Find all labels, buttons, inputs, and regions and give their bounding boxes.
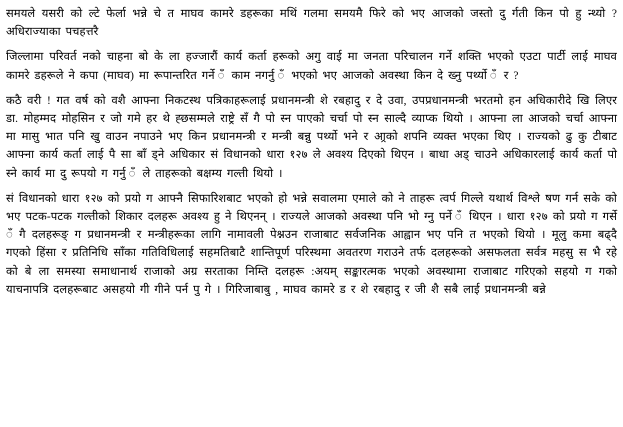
paragraph-4: सं विधानको धारा १२७ को प्रयो ग आफ्नै सिफारिशबाट भएको हो भन्ने सवालमा एमाले को ने ताहरू त्वर्प गिल्ले यथार्थ विश्ले षण गर्न सके को भए पटक-पटक गल्तीको शिकार दलहरू अवश्य हु ने थिएनन् । राज्यले आजको अवस्था पनि भो ग्नु पर्ने ँ थिएन । धारा १२७ को प्रयो ग गर्से ँ गै दलहरूङ् ग प्रधानमन्त्री र मन्त्रीहरूका लागि नामावली पेश्नउन राजाबाट सर्वजनिक आह्वान भए पनि त भएको थियो । मूलु कमा बढ्दै गएको हिंसा र प्रतिनिधि साँका गतिविधिलाई सहमतिबाटै शान्तिपूर्ण परिस्थमा अवतरण गराउने तर्फ दलहरूको असफलता सर्वत्र महसु स भै रहे को बे ला समस्या समाधानार्थ राजाको अग्र सरताका निम्ति दलहरू :अयम् सङ्कारत्मक भएको अवस्थामा राजाबाट गरिएको सहयो ग गको याचनापत्रि दलहरूबाट असहयो गी गीने पर्न पु गे । गिरिजाबाबु , माघव कामरे ड र शे रबहादु र जी शै सबै लाई प्रधानमन्त्री बन्ने [6,192,617,296]
paragraph-3: कठै वरी ! गत वर्ष को वशै आफ्ना निकटस्थ पत्रिकाहरूलाई प्रधानमन्त्री शे रबहादु र दे उवा, उपप्रधानमन्त्री भरतमो हन अधिकारीदे खि लिएर डा. मोहम्मद मोहसिन र जो गमे हर थे ह्छसम्मले राष्ट्रे सँ गै पो स्न पाएको चर्चा पो स्न साल्दै व्याप्क थियो । आफ्ना ला आजको चर्चा आफ्ना मा मासु भात पनि खु वाउन नपाउने भए किन प्रधानमन्त्री र मन्त्री बन्नु पर्थ्यो भने र आ्रको शपनि व्यक्त भएका थिए । राज्यको ढु कु टीबाट आफ्ना कार्य कर्ता लाई पै सा बाँ ड्ने अधिकार सं विधानको धारा १२७ ले अवश्य दिएको थिएन । बाधा अड् चाउने अधिकारलाई कार्य कर्ता पो स्ने कार्य मा दु रूपयो ग गर्नु ँ ले ताहरूको बक्षम्य गल्ती थियो । [6,94,617,180]
paragraph-2: जिल्लामा परिवर्त नको चाहना बो के ला हज्जारौं कार्य कर्ता हरूको अगु वाई मा जनता परिचालन गर्ने शक्ति भएको एउटा पार्टी लाई माघव कामरे डहरूले ने कपा (माघव) मा रूपान्तरित गर्ने ँ काम नगर्नु ँ भएको भए आजको अवस्था किन दे ख्नु पर्थ्यो ँ र ? [6,51,617,82]
paragraph-1: समयले यसरी को ल्टे फेर्ला भन्ने चे त माघव कामरे डहरूका मथिं गलमा समयमै फिरे को भए आजको जस्तो दु र्गती किन पो हु न्थ्यो ? अधिराज्याका पचहत्तरै [6,8,617,39]
document-body [6,5,617,299]
